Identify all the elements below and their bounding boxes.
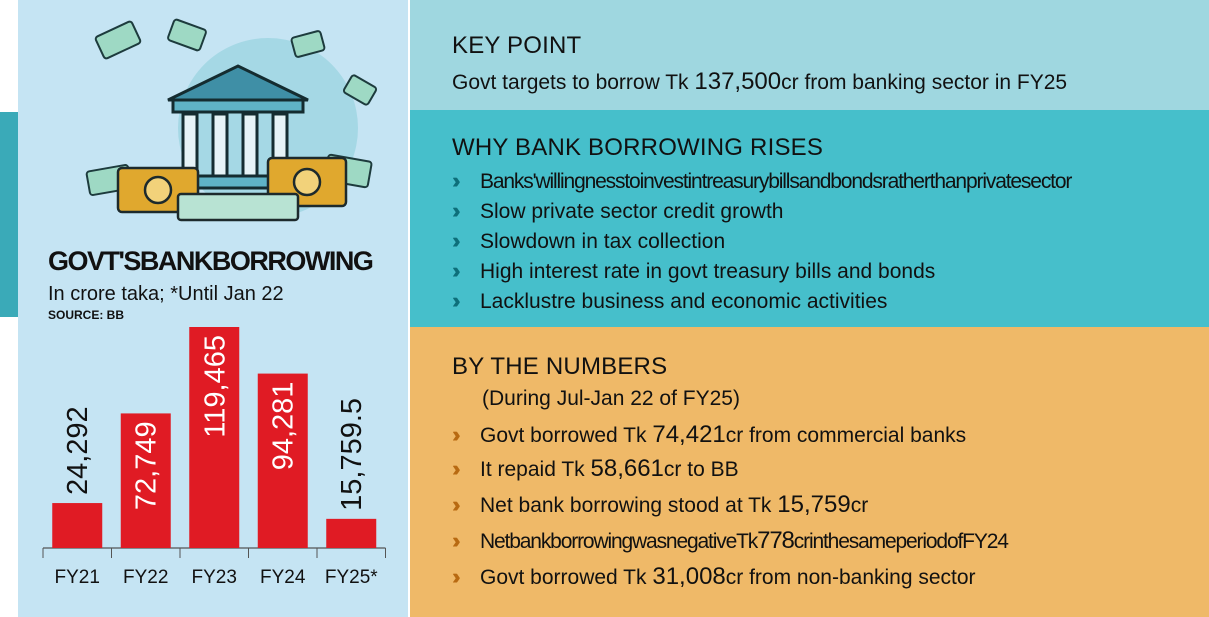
- bar-value-label: 119,465: [199, 335, 232, 438]
- why-panel: [410, 110, 1209, 327]
- numbers-item: [452, 491, 868, 519]
- why-item: [452, 168, 1071, 194]
- why-item: [452, 228, 725, 254]
- bar-value-label: 15,759.5: [336, 397, 369, 511]
- numbers-heading: BY THE NUMBERS: [452, 353, 668, 380]
- key-point-text-before: Govt targets to borrow Tk: [452, 71, 695, 94]
- numbers-item-after: cr to BB: [663, 458, 739, 481]
- x-tick-label: FY24: [260, 567, 306, 588]
- chevron-double-right-icon: ››: [452, 528, 455, 553]
- chevron-double-right-icon: ››: [452, 564, 455, 589]
- numbers-item: [452, 455, 739, 483]
- why-item-text: Slow private sector credit growth: [480, 200, 784, 223]
- key-point-amount: 137,500: [694, 68, 782, 95]
- chevron-double-right-icon: ››: [452, 422, 455, 447]
- chart-title: GOVT'SBANKBORROWING: [48, 246, 373, 276]
- numbers-item-amount: 778: [757, 527, 794, 554]
- chevron-double-right-icon: ››: [452, 198, 455, 223]
- why-item-text: Banks'willingnesstoinvestintreasurybillsandbondsratherthanprivatesector: [480, 170, 1072, 193]
- x-tick-label: FY23: [191, 567, 237, 588]
- numbers-item: [452, 421, 966, 449]
- chevron-double-right-icon: ››: [452, 228, 455, 253]
- numbers-item-after: crinthesameperiodofFY24: [793, 530, 1008, 553]
- why-heading: WHY BANK BORROWING RISES: [452, 134, 824, 161]
- why-item: [452, 258, 935, 284]
- numbers-item-after: cr from non-banking sector: [725, 566, 976, 589]
- x-tick-label: FY22: [123, 567, 169, 588]
- why-item-text: High interest rate in govt treasury bills and bonds: [480, 260, 936, 283]
- key-point-text: [452, 68, 1067, 96]
- chevron-double-right-icon: ››: [452, 456, 455, 481]
- numbers-item-before: Govt borrowed Tk: [480, 424, 653, 447]
- numbers-item-before: Govt borrowed Tk: [480, 566, 653, 589]
- why-item-text: Lacklustre business and economic activities: [480, 290, 888, 313]
- bar-chart: [18, 318, 408, 617]
- why-item-text: Slowdown in tax collection: [480, 230, 726, 253]
- numbers-item-amount: 58,661: [590, 455, 664, 482]
- key-point-heading: KEY POINT: [452, 32, 582, 59]
- numbers-item-amount: 74,421: [652, 421, 726, 448]
- numbers-item-before: It repaid Tk: [480, 458, 591, 481]
- numbers-item-after: cr: [850, 494, 869, 517]
- bar-value-label: 24,292: [62, 406, 95, 496]
- numbers-panel: [410, 327, 1209, 617]
- chart-panel: [18, 0, 408, 617]
- numbers-item-after: cr from commercial banks: [725, 424, 967, 447]
- why-item: [452, 288, 887, 314]
- numbers-item: [452, 527, 1008, 555]
- bar-value-label: 72,749: [130, 421, 163, 511]
- numbers-item-amount: 31,008: [652, 563, 726, 590]
- why-item: [452, 198, 783, 224]
- bar: [326, 519, 376, 548]
- numbers-period: (During Jul-Jan 22 of FY25): [482, 387, 740, 410]
- numbers-item-amount: 15,759: [777, 491, 851, 518]
- key-point-panel: [410, 0, 1209, 110]
- numbers-item-before: NetbankborrowingwasnegativeTk: [480, 530, 758, 553]
- chevron-double-right-icon: ››: [452, 168, 455, 193]
- chevron-double-right-icon: ››: [452, 492, 455, 517]
- x-tick-label: FY25*: [324, 567, 378, 588]
- x-tick-label: FY21: [54, 567, 100, 588]
- key-point-text-after: cr from banking sector in FY25: [781, 71, 1068, 94]
- numbers-item: [452, 563, 976, 591]
- bank-money-illustration: [78, 8, 398, 238]
- numbers-item-before: Net bank borrowing stood at Tk: [480, 494, 778, 517]
- chart-source: SOURCE: BB: [48, 308, 125, 322]
- bar: [52, 503, 102, 548]
- panel-tab-notch: [0, 112, 18, 317]
- chevron-double-right-icon: ››: [452, 288, 455, 313]
- chart-subtitle: In crore taka; *Until Jan 22: [48, 283, 284, 305]
- bar-value-label: 94,281: [267, 381, 300, 471]
- chevron-double-right-icon: ››: [452, 258, 455, 283]
